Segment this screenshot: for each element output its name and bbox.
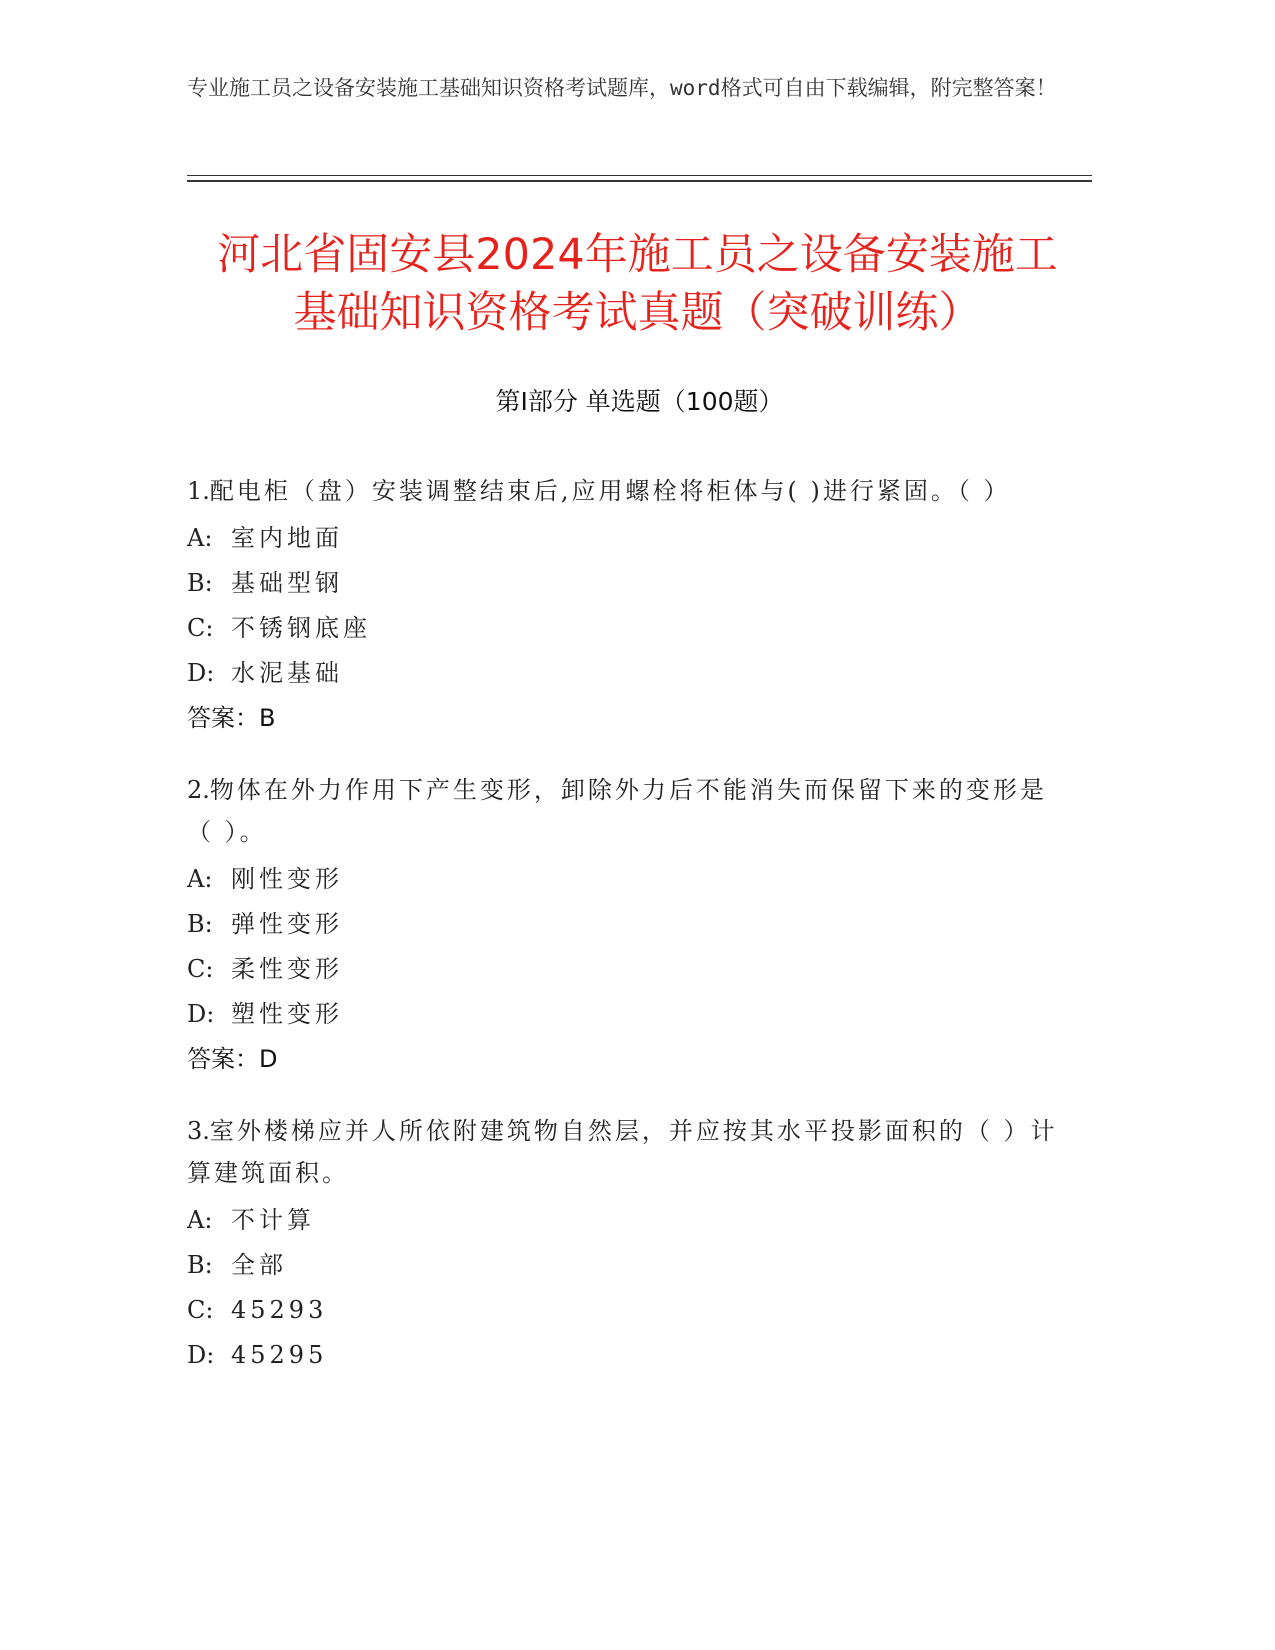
option-letter: A: [187,524,213,552]
option-letter: D: [187,659,215,687]
option-a [187,1198,1067,1243]
option-text: 水泥基础 [231,659,343,687]
document-title-line-2: 基础知识资格考试真题（突破训练） [293,288,982,338]
option-c [187,1288,1067,1333]
option-letter: B: [187,910,213,938]
header-note: 专业施工员之设备安装施工基础知识资格考试题库，word格式可自由下载编辑，附完整答案！ [187,76,1057,100]
option-letter: D: [187,1000,215,1028]
option-b [187,902,1067,947]
header-rule-thick [187,180,1092,182]
answer-line: 答案：D [187,1045,278,1073]
header-rule-thin [187,175,1092,176]
option-letter: C: [187,1296,214,1324]
option-text: 不计算 [231,1206,315,1234]
document-title-line-1: 河北省固安县2024年施工员之设备安装施工 [217,230,1058,280]
question-stem [187,470,1067,512]
question-text: 物体在外力作用下产生变形，卸除外力后不能消失而保留下来的变形是（ ）。 [187,776,1047,846]
option-letter: B: [187,1251,213,1279]
question-number: 1. [187,477,210,505]
question-list [187,470,1067,1406]
option-text: 柔性变形 [231,955,343,983]
option-text: 弹性变形 [231,910,343,938]
option-letter: A: [187,1206,213,1234]
option-d [187,992,1067,1037]
option-letter: B: [187,569,213,597]
option-text: 塑性变形 [231,1000,343,1028]
option-text: 全部 [231,1251,287,1279]
question-1 [187,470,1067,741]
question-text: 配电柜（盘）安装调整结束后,应用螺栓将柜体与( )进行紧固。（ ） [209,477,1011,505]
option-text: 基础型钢 [231,569,343,597]
section-heading: 第Ⅰ部分 单选题（100题） [495,387,784,416]
option-a [187,516,1067,561]
option-a [187,857,1067,902]
question-stem [187,769,1067,853]
question-number: 3. [187,1117,210,1145]
question-stem [187,1110,1067,1194]
option-b [187,561,1067,606]
option-letter: C: [187,955,214,983]
option-letter: C: [187,614,214,642]
question-2 [187,769,1067,1082]
option-text: 室内地面 [231,524,343,552]
option-text: 刚性变形 [231,865,343,893]
document-title [150,226,1125,342]
option-letter: D: [187,1341,215,1369]
option-c [187,606,1067,651]
option-text: 不锈钢底座 [231,614,371,642]
option-text: 45295 [231,1341,328,1369]
answer-line: 答案：B [187,704,276,732]
option-text: 45293 [231,1296,328,1324]
option-d [187,651,1067,696]
option-letter: A: [187,865,213,893]
option-b [187,1243,1067,1288]
option-c [187,947,1067,992]
question-3 [187,1110,1067,1378]
option-d [187,1333,1067,1378]
question-number: 2. [187,776,210,804]
question-text: 室外楼梯应并人所依附建筑物自然层，并应按其水平投影面积的（ ）计算建筑面积。 [187,1117,1058,1187]
